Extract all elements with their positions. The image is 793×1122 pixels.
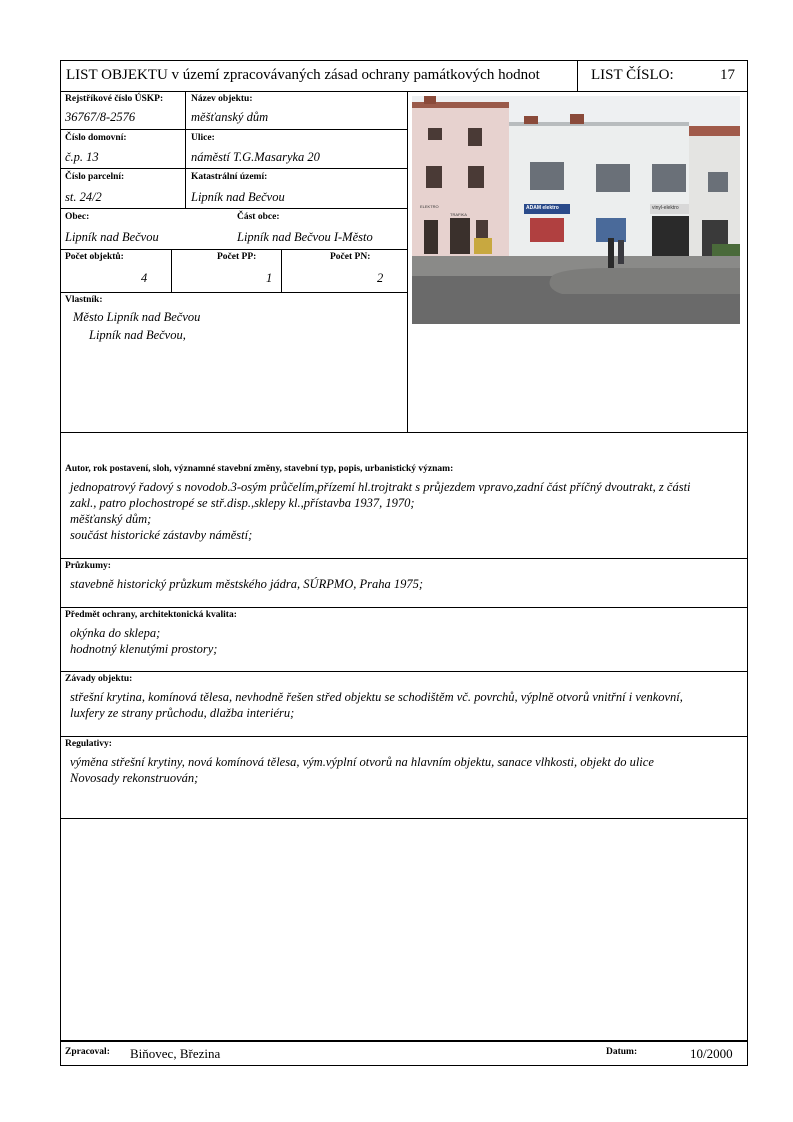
vlastnik-label: Vlastník: xyxy=(65,295,103,305)
pruzkumy-text xyxy=(70,576,423,592)
photo-sign-3: ADAM elektro xyxy=(526,205,559,211)
zpracoval-label: Zpracoval: xyxy=(65,1047,110,1057)
pocet-pn-value: 2 xyxy=(377,271,384,285)
autor-line: měšťanský dům; xyxy=(70,512,152,526)
cislo-domovni-value: č.p. 13 xyxy=(65,150,99,164)
building-photo xyxy=(412,96,740,324)
page-title: LIST OBJEKTU v území zpracovávaných zásad ochrany památkových hodnot xyxy=(66,67,540,83)
zavady-line: střešní krytina, komínová tělesa, nevhodně řešen střed objektu se schodištěm vč. povrchů, výplně otvorů vnitřní i venkovní, xyxy=(70,690,683,704)
nazev-value: měšťanský dům xyxy=(191,110,269,124)
autor-line: jednopatrový řadový s novodob.3-osým průčelím,přízemí hl.trojtrakt s průjezdem vpravo,zadní část příčný dvoutrakt, z části xyxy=(70,480,691,494)
frame-left xyxy=(60,60,61,1066)
rejstrikove-label: Rejstříkové číslo ÚSKP: xyxy=(65,94,164,104)
autor-text xyxy=(70,479,691,543)
zavady-label: Závady objektu: xyxy=(65,674,133,684)
frame-top xyxy=(60,60,748,61)
nazev-label: Název objektu: xyxy=(191,94,253,104)
zavady-line: luxfery ze strany průchodu, dlažba interiéru; xyxy=(70,706,295,720)
cast-obce-label: Část obce: xyxy=(237,212,280,222)
datum-value: 10/2000 xyxy=(690,1046,733,1061)
pocet-objektu-label: Počet objektů: xyxy=(65,252,124,262)
cislo-parcelni-value: st. 24/2 xyxy=(65,190,102,204)
autor-line: zakl., patro plochostropé se stř.disp.,sklepy kl.,přístavba 1937, 1970; xyxy=(70,496,415,510)
vlastnik-line-2: Lipník nad Bečvou, xyxy=(89,328,186,342)
pruzkumy-line: stavebně historický průzkum městského jádra, SÚRPMO, Praha 1975; xyxy=(70,577,424,591)
katastralni-label: Katastrální území: xyxy=(191,172,268,182)
photo-sign-2: TRAFIKA xyxy=(450,212,467,217)
ulice-label: Ulice: xyxy=(191,133,215,143)
regulativy-line: Novosady rekonstruován; xyxy=(70,771,199,785)
datum-label: Datum: xyxy=(606,1047,638,1057)
katastralni-value: Lipník nad Bečvou xyxy=(191,190,285,204)
ulice-value: náměstí T.G.Masaryka 20 xyxy=(191,150,320,164)
frame-right xyxy=(747,60,748,1066)
cislo-domovni-label: Číslo domovní: xyxy=(65,133,127,143)
obec-value: Lipník nad Bečvou xyxy=(65,230,159,244)
regulativy-text xyxy=(70,754,654,786)
zavady-text xyxy=(70,689,683,721)
list-cislo-label: LIST ČÍSLO: xyxy=(591,67,674,83)
pocet-pn-label: Počet PN: xyxy=(330,252,371,262)
vlastnik-line-1: Město Lipník nad Bečvou xyxy=(73,310,201,324)
predmet-line: hodnotný klenutými prostory; xyxy=(70,642,218,656)
list-cislo-value: 17 xyxy=(720,67,735,83)
obec-label: Obec: xyxy=(65,212,90,222)
regulativy-line: výměna střešní krytiny, nová komínová tělesa, vým.výplní otvorů na hlavním objektu, sanace vlhkosti, objekt do ulice xyxy=(70,755,654,769)
pruzkumy-label: Průzkumy: xyxy=(65,561,111,571)
cislo-parcelni-label: Číslo parcelní: xyxy=(65,172,125,182)
photo-sign-1: ELEKTRO xyxy=(420,204,439,209)
cast-obce-value: Lipník nad Bečvou I-Město xyxy=(237,230,373,244)
photo-sign-4: vinyl-elektro xyxy=(652,205,679,211)
autor-line: součást historické zástavby náměstí; xyxy=(70,528,253,542)
autor-label: Autor, rok postavení, sloh, významné stavební změny, stavební typ, popis, urbanistický význam: xyxy=(65,464,454,474)
pocet-pp-value: 1 xyxy=(266,271,273,285)
rejstrikove-value: 36767/8-2576 xyxy=(65,110,136,124)
predmet-line: okýnka do sklepa; xyxy=(70,626,161,640)
predmet-text xyxy=(70,625,217,657)
zpracoval-value: Biňovec, Březina xyxy=(130,1046,221,1061)
pocet-pp-label: Počet PP: xyxy=(217,252,257,262)
regulativy-label: Regulativy: xyxy=(65,739,112,749)
pocet-objektu-value: 4 xyxy=(141,271,148,285)
frame-bottom xyxy=(60,1065,748,1066)
predmet-label: Předmět ochrany, architektonická kvalita: xyxy=(65,610,237,620)
